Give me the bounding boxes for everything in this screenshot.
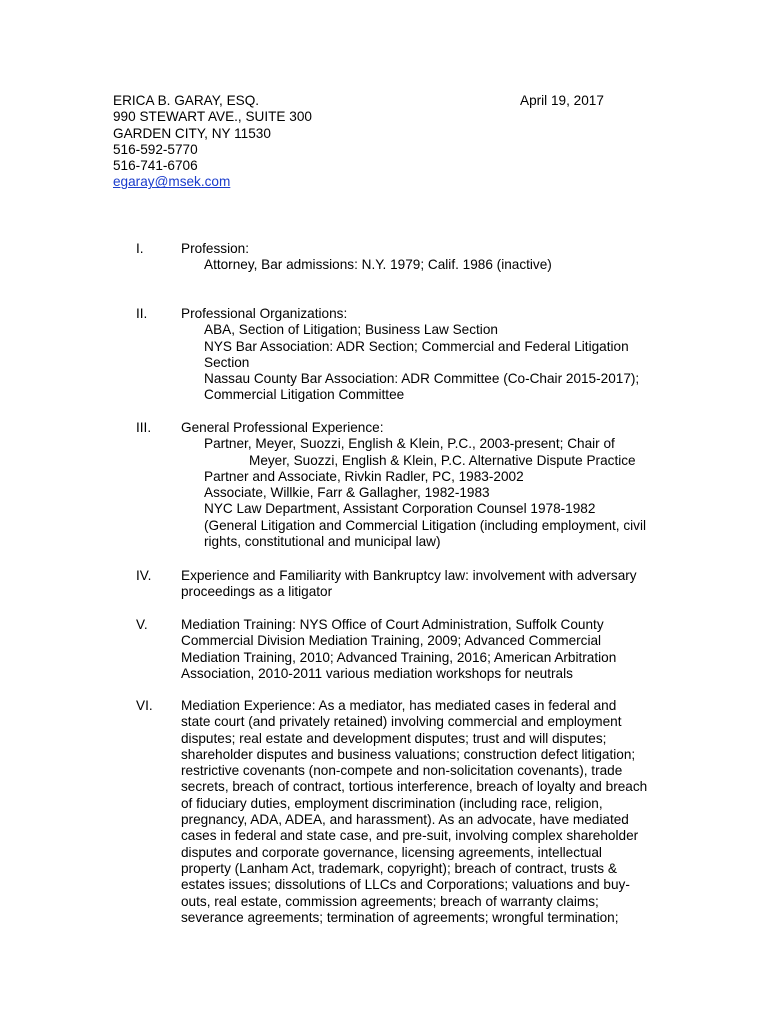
section-line: NYS Bar Association: ADR Section; Commercial and Federal Litigation bbox=[204, 338, 629, 354]
section-heading: Professional Organizations: bbox=[181, 306, 348, 321]
section-line: Mediation Training: NYS Office of Court Administration, Suffolk County bbox=[181, 617, 604, 632]
section-body bbox=[204, 436, 664, 550]
section-numeral: IV. bbox=[136, 568, 152, 583]
section-line: Associate, Willkie, Farr & Gallagher, 1982-1983 bbox=[204, 485, 490, 501]
section-line: proceedings as a litigator bbox=[181, 584, 333, 600]
attorney-name: ERICA B. GARAY, ESQ. bbox=[113, 93, 260, 108]
section-line: of fiduciary duties, employment discrimination (including race, religion, bbox=[181, 795, 603, 811]
section-body bbox=[204, 257, 664, 273]
section-numeral: V. bbox=[136, 617, 148, 632]
document-date: April 19, 2017 bbox=[520, 93, 604, 108]
section-numeral: II. bbox=[136, 306, 148, 321]
section-line: Association, 2010-2011 various mediation workshops for neutrals bbox=[181, 665, 573, 681]
section-line: Attorney, Bar admissions: N.Y. 1979; Calif. 1986 (inactive) bbox=[204, 257, 552, 273]
section-line: shareholder disputes and business valuations; construction defect litigation; bbox=[181, 746, 636, 762]
section-line: ABA, Section of Litigation; Business Law Section bbox=[204, 322, 498, 338]
section-line: Commercial Litigation Committee bbox=[204, 387, 405, 403]
section-heading: General Professional Experience: bbox=[181, 420, 384, 435]
section-line: state court (and privately retained) involving commercial and employment bbox=[181, 714, 622, 730]
section-line: Mediation Experience: As a mediator, has mediated cases in federal and bbox=[181, 698, 617, 713]
section-line: Commercial Division Mediation Training, 2009; Advanced Commercial bbox=[181, 633, 602, 649]
phone-number-1: 516-592-5770 bbox=[113, 141, 198, 157]
section-line: cases in federal and state case, and pre-suit, involving complex shareholder bbox=[181, 828, 639, 844]
section-numeral: VI. bbox=[136, 698, 153, 713]
section-line: Experience and Familiarity with Bankruptcy law: involvement with adversary bbox=[181, 568, 637, 583]
section-line: property (Lanham Act, trademark, copyright); breach of contract, trusts & bbox=[181, 860, 617, 876]
phone-number-2: 516-741-6706 bbox=[113, 158, 198, 174]
email-link[interactable]: egaray@msek.com bbox=[113, 174, 231, 190]
section-line: disputes; real estate and development disputes; trust and will disputes; bbox=[181, 730, 607, 746]
section-numeral: III. bbox=[136, 420, 152, 435]
section-body bbox=[181, 698, 661, 926]
section-line: Partner and Associate, Rivkin Radler, PC, 1983-2002 bbox=[204, 468, 524, 484]
section-line: Nassau County Bar Association: ADR Committee (Co-Chair 2015-2017); bbox=[204, 371, 640, 387]
section-line: rights, constitutional and municipal law) bbox=[204, 534, 441, 550]
section-body bbox=[181, 617, 661, 682]
section-line: Mediation Training, 2010; Advanced Training, 2016; American Arbitration bbox=[181, 649, 617, 665]
section-body bbox=[181, 568, 661, 601]
section-line: disputes and corporate governance, licensing agreements, intellectual bbox=[181, 844, 602, 860]
section-line: pregnancy, ADA, ADEA, and harassment). As an advocate, have mediated bbox=[181, 812, 629, 828]
section-line: (General Litigation and Commercial Litigation (including employment, civil bbox=[204, 517, 647, 533]
city-state-zip: GARDEN CITY, NY 11530 bbox=[113, 125, 271, 141]
section-line: Meyer, Suozzi, English & Klein, P.C. Alternative Dispute Practice bbox=[249, 452, 636, 468]
section-line: severance agreements; termination of agreements; wrongful termination; bbox=[181, 909, 619, 925]
section-body bbox=[204, 322, 664, 403]
section-line: restrictive covenants (non-compete and non-solicitation covenants), trade bbox=[181, 763, 623, 779]
section-line: Section bbox=[204, 354, 250, 370]
section-line: estates issues; dissolutions of LLCs and Corporations; valuations and buy- bbox=[181, 877, 630, 893]
section-heading: Profession: bbox=[181, 241, 250, 256]
section-line: Partner, Meyer, Suozzi, English & Klein, P.C., 2003-present; Chair of bbox=[204, 436, 615, 452]
street-address: 990 STEWART AVE., SUITE 300 bbox=[113, 109, 312, 125]
section-numeral: I. bbox=[136, 241, 144, 256]
section-line: outs, real estate, commission agreements; breach of warranty claims; bbox=[181, 893, 599, 909]
section-line: secrets, breach of contract, tortious interference, breach of loyalty and breach bbox=[181, 779, 648, 795]
section-line: NYC Law Department, Assistant Corporation Counsel 1978-1982 bbox=[204, 501, 596, 517]
